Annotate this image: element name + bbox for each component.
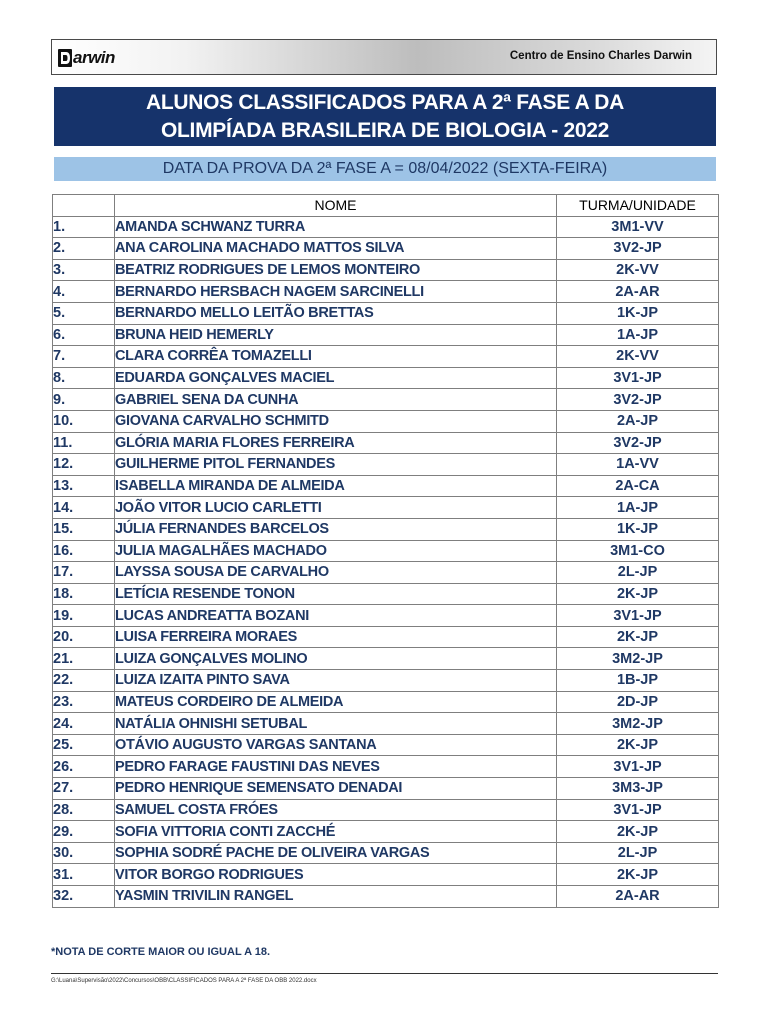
- student-name: CLARA CORRÊA TOMAZELLI: [115, 346, 557, 368]
- table-row: [53, 518, 719, 540]
- student-name: LETÍCIA RESENDE TONON: [115, 583, 557, 605]
- class-unit: 2L-JP: [557, 842, 719, 864]
- table-row: [53, 259, 719, 281]
- table-row: [53, 389, 719, 411]
- student-name: BERNARDO MELLO LEITÃO BRETTAS: [115, 302, 557, 324]
- class-unit: 3V1-JP: [557, 756, 719, 778]
- row-number: 28.: [53, 799, 115, 821]
- class-unit: 1K-JP: [557, 518, 719, 540]
- table-row: [53, 475, 719, 497]
- darwin-logo-icon: [58, 47, 74, 69]
- row-number: 19.: [53, 605, 115, 627]
- student-name: GLÓRIA MARIA FLORES FERREIRA: [115, 432, 557, 454]
- student-name: SOFIA VITTORIA CONTI ZACCHÉ: [115, 821, 557, 843]
- class-unit: 2K-VV: [557, 259, 719, 281]
- column-header-name: NOME: [115, 195, 557, 217]
- student-name: LUIZA IZAITA PINTO SAVA: [115, 670, 557, 692]
- student-name: VITOR BORGO RODRIGUES: [115, 864, 557, 886]
- student-name: LUISA FERREIRA MORAES: [115, 626, 557, 648]
- table-row: [53, 562, 719, 584]
- class-unit: 1A-JP: [557, 497, 719, 519]
- row-number: 5.: [53, 302, 115, 324]
- table-row: [53, 778, 719, 800]
- class-unit: 1B-JP: [557, 670, 719, 692]
- class-unit: 3M1-VV: [557, 216, 719, 238]
- class-unit: 2A-CA: [557, 475, 719, 497]
- row-number: 29.: [53, 821, 115, 843]
- class-unit: 3V1-JP: [557, 605, 719, 627]
- row-number: 12.: [53, 454, 115, 476]
- exam-date-banner: DATA DA PROVA DA 2ª FASE A = 08/04/2022 (SEXTA-FEIRA): [54, 157, 716, 181]
- student-name: LAYSSA SOUSA DE CARVALHO: [115, 562, 557, 584]
- table-row: [53, 886, 719, 908]
- row-number: 4.: [53, 281, 115, 303]
- row-number: 3.: [53, 259, 115, 281]
- footer-file-path: G:\Luana\Supervisão\2022\Concursos\OBB\CLASSIFICADOS PARA A 2ª FASE DA OBB 2022.docx: [51, 978, 317, 984]
- row-number: 1.: [53, 216, 115, 238]
- table-row: [53, 432, 719, 454]
- row-number: 26.: [53, 756, 115, 778]
- student-name: GIOVANA CARVALHO SCHMITD: [115, 410, 557, 432]
- student-name: OTÁVIO AUGUSTO VARGAS SANTANA: [115, 734, 557, 756]
- column-header-class: TURMA/UNIDADE: [557, 195, 719, 217]
- table-row: [53, 410, 719, 432]
- student-name: GABRIEL SENA DA CUNHA: [115, 389, 557, 411]
- table-row: [53, 324, 719, 346]
- student-name: BEATRIZ RODRIGUES DE LEMOS MONTEIRO: [115, 259, 557, 281]
- student-name: YASMIN TRIVILIN RANGEL: [115, 886, 557, 908]
- title-line-1: ALUNOS CLASSIFICADOS PARA A 2ª FASE A DA: [145, 91, 625, 114]
- class-unit: 3M3-JP: [557, 778, 719, 800]
- class-unit: 2A-AR: [557, 281, 719, 303]
- column-header-number: [53, 195, 115, 217]
- row-number: 7.: [53, 346, 115, 368]
- document-header: [51, 39, 717, 75]
- class-unit: 3V2-JP: [557, 238, 719, 260]
- classified-students-table: [52, 194, 719, 908]
- row-number: 9.: [53, 389, 115, 411]
- class-unit: 3V1-JP: [557, 367, 719, 389]
- student-name: BRUNA HEID HEMERLY: [115, 324, 557, 346]
- student-name: EDUARDA GONÇALVES MACIEL: [115, 367, 557, 389]
- class-unit: 2K-JP: [557, 864, 719, 886]
- table-row: [53, 691, 719, 713]
- table-row: [53, 799, 719, 821]
- table-row: [53, 821, 719, 843]
- class-unit: 3M2-JP: [557, 713, 719, 735]
- class-unit: 2K-JP: [557, 734, 719, 756]
- table-row: [53, 302, 719, 324]
- class-unit: 2D-JP: [557, 691, 719, 713]
- student-name: AMANDA SCHWANZ TURRA: [115, 216, 557, 238]
- student-name: JULIA MAGALHÃES MACHADO: [115, 540, 557, 562]
- table-row: [53, 367, 719, 389]
- row-number: 14.: [53, 497, 115, 519]
- row-number: 20.: [53, 626, 115, 648]
- student-name: LUCAS ANDREATTA BOZANI: [115, 605, 557, 627]
- row-number: 17.: [53, 562, 115, 584]
- student-name: PEDRO HENRIQUE SEMENSATO DENADAI: [115, 778, 557, 800]
- table-row: [53, 648, 719, 670]
- student-name: ANA CAROLINA MACHADO MATTOS SILVA: [115, 238, 557, 260]
- class-unit: 3V2-JP: [557, 389, 719, 411]
- student-name: SOPHIA SODRÉ PACHE DE OLIVEIRA VARGAS: [115, 842, 557, 864]
- title-line-2: OLIMPÍADA BRASILEIRA DE BIOLOGIA - 2022: [160, 119, 609, 142]
- class-unit: 1A-VV: [557, 454, 719, 476]
- table-header-row: [53, 195, 719, 217]
- student-name: LUIZA GONÇALVES MOLINO: [115, 648, 557, 670]
- table-row: [53, 756, 719, 778]
- row-number: 6.: [53, 324, 115, 346]
- class-unit: 3M2-JP: [557, 648, 719, 670]
- row-number: 11.: [53, 432, 115, 454]
- student-name: MATEUS CORDEIRO DE ALMEIDA: [115, 691, 557, 713]
- student-name: JÚLIA FERNANDES BARCELOS: [115, 518, 557, 540]
- table-row: [53, 626, 719, 648]
- class-unit: 3V2-JP: [557, 432, 719, 454]
- row-number: 10.: [53, 410, 115, 432]
- table-row: [53, 454, 719, 476]
- student-name: PEDRO FARAGE FAUSTINI DAS NEVES: [115, 756, 557, 778]
- row-number: 22.: [53, 670, 115, 692]
- table-row: [53, 670, 719, 692]
- table-row: [53, 346, 719, 368]
- row-number: 21.: [53, 648, 115, 670]
- table-body: [53, 216, 719, 907]
- row-number: 32.: [53, 886, 115, 908]
- class-unit: 1K-JP: [557, 302, 719, 324]
- logo-text: arwin: [73, 47, 115, 67]
- footer-divider: [51, 973, 718, 974]
- table-row: [53, 497, 719, 519]
- row-number: 25.: [53, 734, 115, 756]
- table-row: [53, 281, 719, 303]
- cutoff-note: *NOTA DE CORTE MAIOR OU IGUAL A 18.: [51, 946, 270, 958]
- row-number: 13.: [53, 475, 115, 497]
- row-number: 8.: [53, 367, 115, 389]
- table-row: [53, 540, 719, 562]
- table-row: [53, 605, 719, 627]
- row-number: 23.: [53, 691, 115, 713]
- class-unit: 2A-AR: [557, 886, 719, 908]
- darwin-logo: [58, 44, 115, 71]
- class-unit: 1A-JP: [557, 324, 719, 346]
- table-row: [53, 864, 719, 886]
- row-number: 31.: [53, 864, 115, 886]
- table-row: [53, 842, 719, 864]
- class-unit: 2A-JP: [557, 410, 719, 432]
- school-name: Centro de Ensino Charles Darwin: [509, 50, 692, 62]
- class-unit: 2K-JP: [557, 821, 719, 843]
- row-number: 15.: [53, 518, 115, 540]
- class-unit: 2K-VV: [557, 346, 719, 368]
- table-row: [53, 734, 719, 756]
- table-row: [53, 216, 719, 238]
- student-name: JOÃO VITOR LUCIO CARLETTI: [115, 497, 557, 519]
- row-number: 27.: [53, 778, 115, 800]
- student-name: NATÁLIA OHNISHI SETUBAL: [115, 713, 557, 735]
- table-row: [53, 713, 719, 735]
- table-row: [53, 238, 719, 260]
- row-number: 24.: [53, 713, 115, 735]
- row-number: 16.: [53, 540, 115, 562]
- class-unit: 2L-JP: [557, 562, 719, 584]
- class-unit: 3V1-JP: [557, 799, 719, 821]
- table-row: [53, 583, 719, 605]
- class-unit: 3M1-CO: [557, 540, 719, 562]
- row-number: 18.: [53, 583, 115, 605]
- row-number: 30.: [53, 842, 115, 864]
- class-unit: 2K-JP: [557, 583, 719, 605]
- student-name: GUILHERME PITOL FERNANDES: [115, 454, 557, 476]
- student-name: ISABELLA MIRANDA DE ALMEIDA: [115, 475, 557, 497]
- class-unit: 2K-JP: [557, 626, 719, 648]
- row-number: 2.: [53, 238, 115, 260]
- page-title: [54, 87, 716, 146]
- student-name: SAMUEL COSTA FRÓES: [115, 799, 557, 821]
- student-name: BERNARDO HERSBACH NAGEM SARCINELLI: [115, 281, 557, 303]
